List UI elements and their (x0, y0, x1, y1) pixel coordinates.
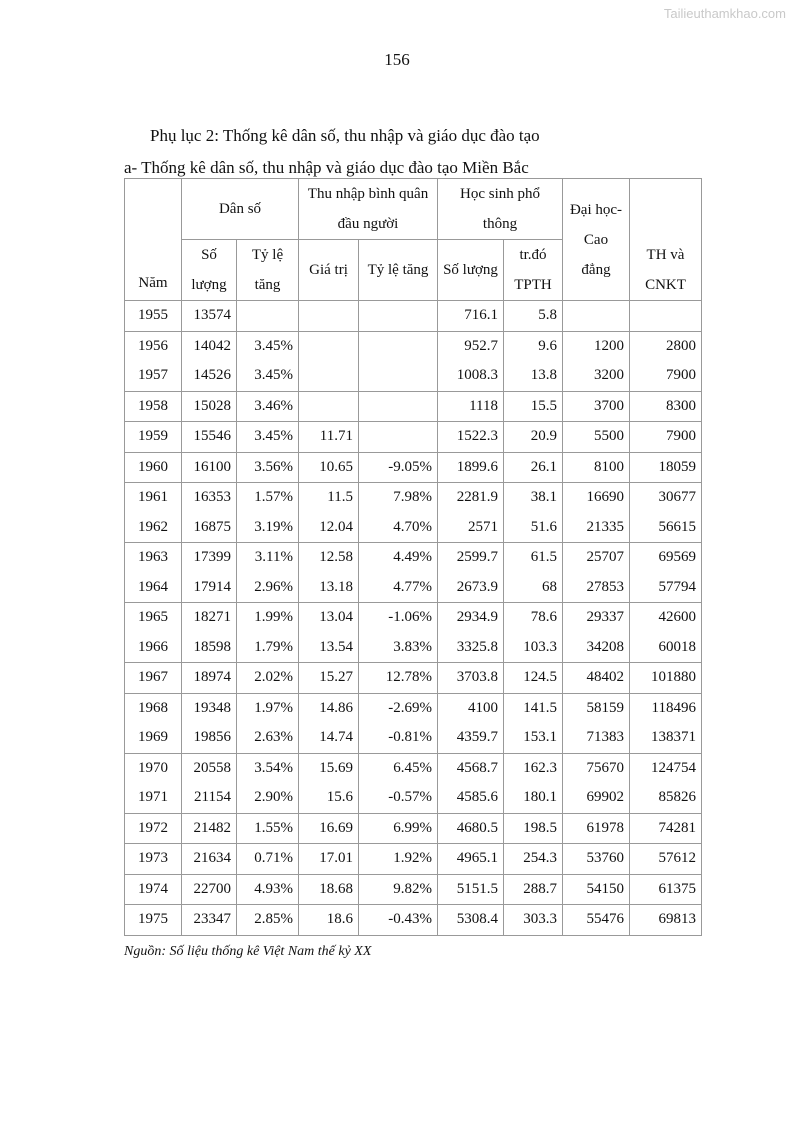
table-cell (359, 331, 438, 361)
watermark: Tailieuthamkhao.com (663, 6, 786, 21)
table-cell (299, 391, 359, 422)
cell-year: 1963 (125, 543, 182, 573)
table-cell: 4965.1 (438, 844, 504, 875)
table-cell: 26.1 (504, 452, 563, 483)
table-cell: 38.1 (504, 483, 563, 513)
table-cell: 101880 (630, 663, 702, 694)
table-cell (630, 301, 702, 332)
table-cell: 25707 (563, 543, 630, 573)
table-cell: 17399 (182, 543, 237, 573)
table-cell: 13574 (182, 301, 237, 332)
table-cell: 16100 (182, 452, 237, 483)
table-row (125, 543, 702, 573)
table-cell: 198.5 (504, 813, 563, 844)
table-cell: 18.6 (299, 905, 359, 936)
table-cell: 3200 (563, 361, 630, 391)
header-population: Dân số (182, 179, 299, 240)
table-cell (299, 301, 359, 332)
cell-year: 1968 (125, 693, 182, 723)
source-note: Nguồn: Số liệu thống kê Việt Nam thế kỷ XX (124, 944, 372, 959)
header-student-highschool: tr.đó TPTH (504, 240, 563, 301)
table-cell: 162.3 (504, 753, 563, 783)
table-cell: 34208 (563, 633, 630, 663)
table-cell: 61.5 (504, 543, 563, 573)
table-cell: 11.5 (299, 483, 359, 513)
table-cell: 23347 (182, 905, 237, 936)
table-cell: 4100 (438, 693, 504, 723)
header-year: Năm (125, 179, 182, 301)
table-cell: 3.45% (237, 422, 299, 453)
table-cell: 14.86 (299, 693, 359, 723)
table-cell: 3700 (563, 391, 630, 422)
table-cell (299, 331, 359, 361)
table-cell: 19348 (182, 693, 237, 723)
table-cell: 2673.9 (438, 573, 504, 603)
table-cell: 15546 (182, 422, 237, 453)
table-cell: 138371 (630, 723, 702, 753)
table-cell: 69902 (563, 783, 630, 813)
cell-year: 1958 (125, 391, 182, 422)
cell-year: 1955 (125, 301, 182, 332)
table-cell: 9.6 (504, 331, 563, 361)
header-university: Đại học-Cao đẳng (563, 179, 630, 301)
table-cell: 13.8 (504, 361, 563, 391)
table-cell: 42600 (630, 603, 702, 633)
table-cell: 2.90% (237, 783, 299, 813)
table-cell: 74281 (630, 813, 702, 844)
header-pop-rate: Tỷ lệ tăng (237, 240, 299, 301)
table-cell: 18.68 (299, 874, 359, 905)
table-cell: 16875 (182, 513, 237, 543)
cell-year: 1972 (125, 813, 182, 844)
table-row (125, 422, 702, 453)
table-cell: 1.99% (237, 603, 299, 633)
table-cell: 16353 (182, 483, 237, 513)
statistics-table (124, 178, 702, 936)
table-cell: 56615 (630, 513, 702, 543)
table-cell: 14042 (182, 331, 237, 361)
header-student-quantity: Số lượng (438, 240, 504, 301)
table-cell: 103.3 (504, 633, 563, 663)
table-cell: 12.58 (299, 543, 359, 573)
table-cell: 21154 (182, 783, 237, 813)
table-cell: 16690 (563, 483, 630, 513)
table-row (125, 783, 702, 813)
cell-year: 1971 (125, 783, 182, 813)
table-row (125, 391, 702, 422)
cell-year: 1962 (125, 513, 182, 543)
table-cell: 2599.7 (438, 543, 504, 573)
table-row (125, 573, 702, 603)
table-cell: 8300 (630, 391, 702, 422)
table-cell: -0.57% (359, 783, 438, 813)
table-cell: 21482 (182, 813, 237, 844)
table-row (125, 633, 702, 663)
header-income-rate: Tỷ lệ tăng (359, 240, 438, 301)
table-cell: 7.98% (359, 483, 438, 513)
table-cell: 29337 (563, 603, 630, 633)
table-cell: 2.85% (237, 905, 299, 936)
table-cell: 78.6 (504, 603, 563, 633)
table-cell: 15.27 (299, 663, 359, 694)
table-cell: 3.45% (237, 361, 299, 391)
table-cell: 5.8 (504, 301, 563, 332)
table-cell: -0.43% (359, 905, 438, 936)
table-cell: 15.5 (504, 391, 563, 422)
table-cell: 30677 (630, 483, 702, 513)
cell-year: 1960 (125, 452, 182, 483)
table-row (125, 483, 702, 513)
table-cell: 14526 (182, 361, 237, 391)
header-income-value: Giá trị (299, 240, 359, 301)
table-cell: 12.04 (299, 513, 359, 543)
table-cell: 3325.8 (438, 633, 504, 663)
table-cell: 4.93% (237, 874, 299, 905)
table-cell: -2.69% (359, 693, 438, 723)
table-cell: 1.55% (237, 813, 299, 844)
cell-year: 1966 (125, 633, 182, 663)
table-cell: 22700 (182, 874, 237, 905)
table-cell: 5151.5 (438, 874, 504, 905)
table-body (125, 301, 702, 936)
table-cell: 13.54 (299, 633, 359, 663)
table-cell: 69813 (630, 905, 702, 936)
table-cell: 16.69 (299, 813, 359, 844)
cell-year: 1975 (125, 905, 182, 936)
table-cell: 8100 (563, 452, 630, 483)
cell-year: 1974 (125, 874, 182, 905)
table-cell: 254.3 (504, 844, 563, 875)
table-cell: 14.74 (299, 723, 359, 753)
table-cell (237, 301, 299, 332)
table-cell: 69569 (630, 543, 702, 573)
table-cell: 9.82% (359, 874, 438, 905)
cell-year: 1964 (125, 573, 182, 603)
table-cell: 2571 (438, 513, 504, 543)
table-cell: 6.45% (359, 753, 438, 783)
table-cell: 3703.8 (438, 663, 504, 694)
table-cell (563, 301, 630, 332)
table-row (125, 663, 702, 694)
table-cell: 1008.3 (438, 361, 504, 391)
table-cell: 141.5 (504, 693, 563, 723)
header-pop-quantity: Số lượng (182, 240, 237, 301)
table-cell: 4359.7 (438, 723, 504, 753)
table-cell: 17.01 (299, 844, 359, 875)
table-cell: 124754 (630, 753, 702, 783)
table-cell: 21335 (563, 513, 630, 543)
table-cell: 55476 (563, 905, 630, 936)
table-cell: 4680.5 (438, 813, 504, 844)
header-students: Học sinh phổ thông (438, 179, 563, 240)
cell-year: 1969 (125, 723, 182, 753)
table-cell: 2800 (630, 331, 702, 361)
table-cell: 5308.4 (438, 905, 504, 936)
table-cell: 4.70% (359, 513, 438, 543)
table-cell: -1.06% (359, 603, 438, 633)
table-cell: 124.5 (504, 663, 563, 694)
table-cell: 3.54% (237, 753, 299, 783)
table-cell: 18271 (182, 603, 237, 633)
table-cell: 4.49% (359, 543, 438, 573)
table-cell: 60018 (630, 633, 702, 663)
cell-year: 1973 (125, 844, 182, 875)
table-cell: 2.02% (237, 663, 299, 694)
cell-year: 1967 (125, 663, 182, 694)
table-cell: 3.83% (359, 633, 438, 663)
table-cell: 71383 (563, 723, 630, 753)
table-cell: 13.04 (299, 603, 359, 633)
table-cell: 75670 (563, 753, 630, 783)
table-cell: 4585.6 (438, 783, 504, 813)
table-cell: 952.7 (438, 331, 504, 361)
table-cell: 17914 (182, 573, 237, 603)
table-cell: 61978 (563, 813, 630, 844)
table-cell: 6.99% (359, 813, 438, 844)
table-cell: 18059 (630, 452, 702, 483)
table-row (125, 874, 702, 905)
table-row (125, 844, 702, 875)
table-cell: 85826 (630, 783, 702, 813)
table-cell: 2.63% (237, 723, 299, 753)
table-cell: 2281.9 (438, 483, 504, 513)
page-number: 156 (384, 50, 410, 69)
table-cell: 10.65 (299, 452, 359, 483)
table-cell: 54150 (563, 874, 630, 905)
table-cell (359, 361, 438, 391)
table-cell: 5500 (563, 422, 630, 453)
table-cell: 18598 (182, 633, 237, 663)
table-cell: 7900 (630, 361, 702, 391)
table-cell: 1118 (438, 391, 504, 422)
table-cell: 68 (504, 573, 563, 603)
table-cell: 13.18 (299, 573, 359, 603)
table-row (125, 513, 702, 543)
table-cell: 57612 (630, 844, 702, 875)
cell-year: 1965 (125, 603, 182, 633)
table-cell: 1.92% (359, 844, 438, 875)
table-cell (359, 301, 438, 332)
table-cell: 2.96% (237, 573, 299, 603)
table-cell: 1.57% (237, 483, 299, 513)
table-cell: 20.9 (504, 422, 563, 453)
table-cell: 1522.3 (438, 422, 504, 453)
table-cell: 4568.7 (438, 753, 504, 783)
header-vocational: TH và CNKT (630, 179, 702, 301)
table-cell: 3.11% (237, 543, 299, 573)
table-cell: 3.19% (237, 513, 299, 543)
table-cell: -9.05% (359, 452, 438, 483)
table-cell: 118496 (630, 693, 702, 723)
header-income: Thu nhập bình quân đầu người (299, 179, 438, 240)
table-cell: 48402 (563, 663, 630, 694)
table-cell: 61375 (630, 874, 702, 905)
table-row (125, 452, 702, 483)
table-cell: 58159 (563, 693, 630, 723)
table-cell: 1899.6 (438, 452, 504, 483)
appendix-title: Phụ lục 2: Thống kê dân số, thu nhập và giáo dục đào tạo (150, 126, 540, 145)
table-cell: 1.97% (237, 693, 299, 723)
table-row (125, 331, 702, 361)
table-cell: 27853 (563, 573, 630, 603)
table-cell: 3.45% (237, 331, 299, 361)
table-cell: 288.7 (504, 874, 563, 905)
table-cell: 3.56% (237, 452, 299, 483)
cell-year: 1959 (125, 422, 182, 453)
table-cell: 180.1 (504, 783, 563, 813)
table-cell: 18974 (182, 663, 237, 694)
table-cell: 0.71% (237, 844, 299, 875)
table-cell: 15.6 (299, 783, 359, 813)
cell-year: 1970 (125, 753, 182, 783)
table-cell: 15028 (182, 391, 237, 422)
table-row (125, 603, 702, 633)
table-cell: 153.1 (504, 723, 563, 753)
table-cell: 21634 (182, 844, 237, 875)
table-row (125, 813, 702, 844)
table-cell: 11.71 (299, 422, 359, 453)
table-cell: 4.77% (359, 573, 438, 603)
table-cell: 303.3 (504, 905, 563, 936)
table-cell: 15.69 (299, 753, 359, 783)
table-cell: 716.1 (438, 301, 504, 332)
table-cell: 3.46% (237, 391, 299, 422)
table-row (125, 723, 702, 753)
table-cell: 20558 (182, 753, 237, 783)
table-row (125, 693, 702, 723)
table-cell: 1200 (563, 331, 630, 361)
table-cell (359, 391, 438, 422)
cell-year: 1957 (125, 361, 182, 391)
table-cell: 2934.9 (438, 603, 504, 633)
table-cell (299, 361, 359, 391)
table-cell: 53760 (563, 844, 630, 875)
table-row (125, 301, 702, 332)
table-cell: 19856 (182, 723, 237, 753)
section-title: a- Thống kê dân số, thu nhập và giáo dục đào tạo Miền Bắc (124, 158, 529, 177)
table-cell: 7900 (630, 422, 702, 453)
table-row (125, 905, 702, 936)
cell-year: 1961 (125, 483, 182, 513)
table-cell (359, 422, 438, 453)
table-cell: 51.6 (504, 513, 563, 543)
table-row (125, 361, 702, 391)
table-cell: 1.79% (237, 633, 299, 663)
cell-year: 1956 (125, 331, 182, 361)
table-cell: 57794 (630, 573, 702, 603)
table-row (125, 753, 702, 783)
table-cell: -0.81% (359, 723, 438, 753)
table-cell: 12.78% (359, 663, 438, 694)
